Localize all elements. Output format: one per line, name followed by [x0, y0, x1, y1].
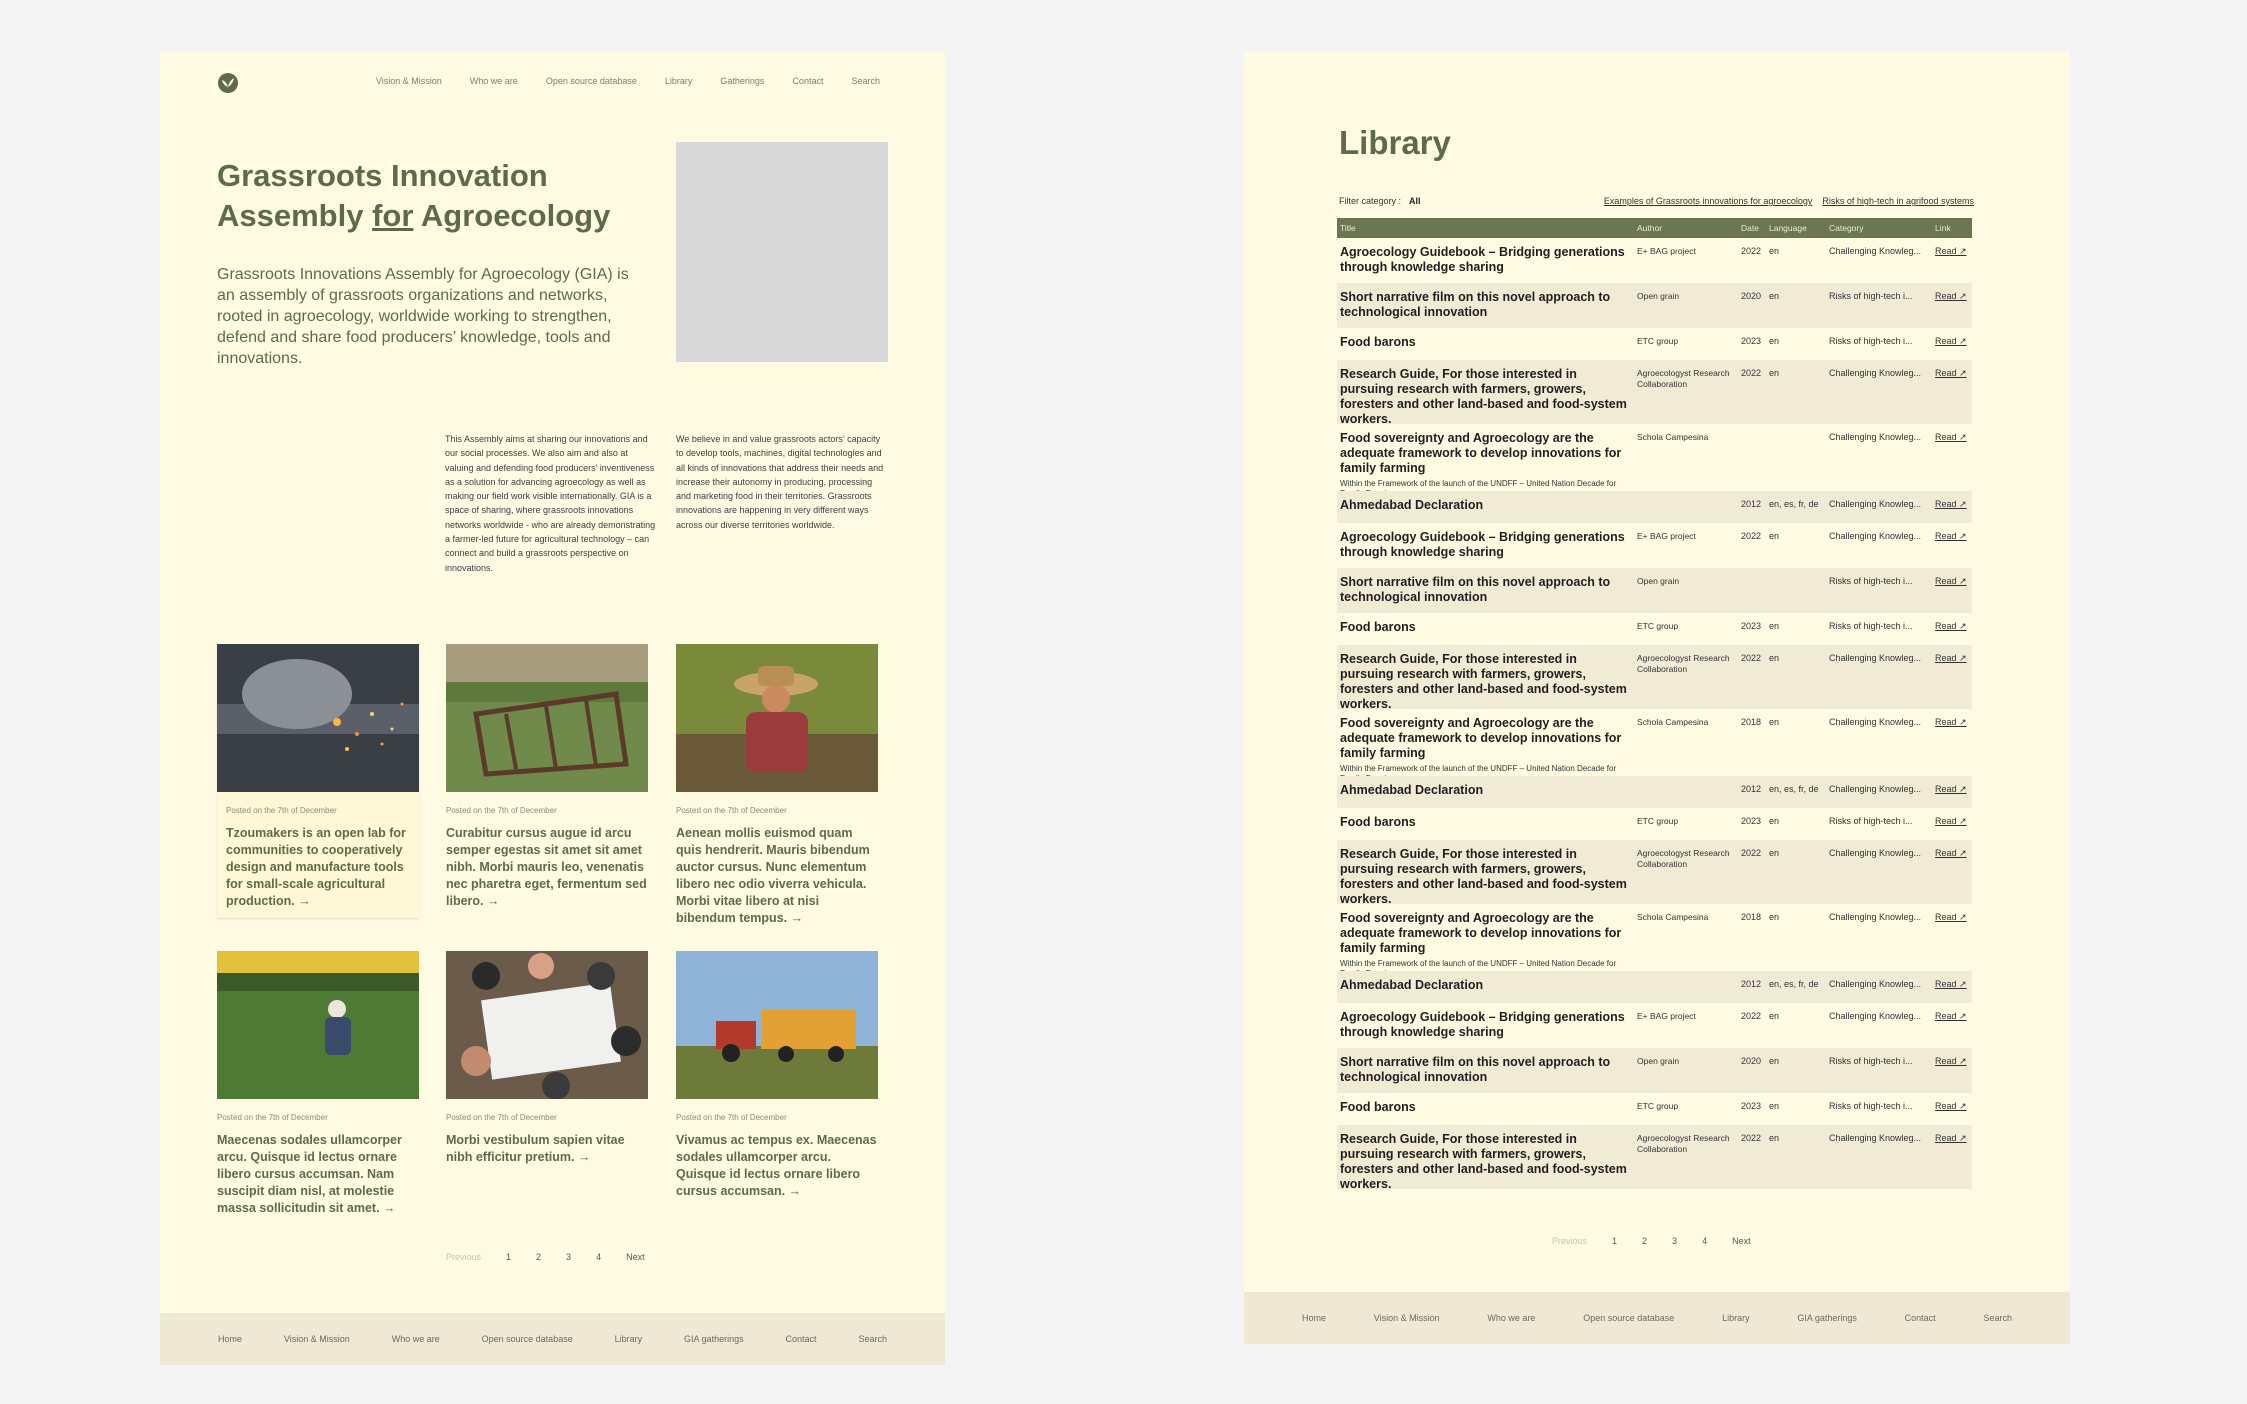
row-title: Research Guide, For those interested in pursuing research with farmers, growers, foresters and other land-based and food-system workers. — [1340, 1132, 1627, 1191]
row-date: 2022 — [1741, 368, 1762, 378]
row-category: Challenging Knowleg... — [1829, 979, 1922, 989]
post-text[interactable]: Curabitur cursus augue id arcu semper egestas sit amet sit amet nibh. Morbi mauris leo, venenatis nec pharetra eget, fermentum sed libero. → — [446, 826, 647, 908]
table-row — [1337, 238, 1972, 283]
row-date: 2020 — [1741, 291, 1762, 301]
row-category: Risks of high-tech i... — [1829, 336, 1913, 346]
row-title: Agroecology Guidebook – Bridging generations through knowledge sharing — [1340, 1010, 1625, 1039]
row-title: Food barons — [1340, 1100, 1416, 1114]
pager-page-1[interactable]: 1 — [506, 1252, 512, 1262]
row-author: Schola Campesina — [1637, 912, 1709, 922]
row-category: Challenging Knowleg... — [1829, 1011, 1922, 1021]
row-language: en — [1769, 368, 1780, 378]
grinder-sparks-photo — [217, 644, 419, 792]
col-date[interactable]: Date — [1741, 223, 1759, 233]
leaf-logo-icon[interactable] — [217, 72, 239, 94]
row-language: en — [1769, 848, 1780, 858]
row-category: Risks of high-tech i... — [1829, 1101, 1913, 1111]
post-date: Posted on the 7th of December — [676, 1113, 787, 1122]
pager-next[interactable]: Next — [1732, 1236, 1751, 1246]
table-row — [1337, 1003, 1972, 1048]
row-date: 2012 — [1741, 979, 1762, 989]
footer-home[interactable]: Home — [218, 1334, 243, 1344]
row-read-link[interactable]: Read ↗ — [1935, 291, 1967, 301]
group-mapping-photo — [446, 951, 648, 1099]
nav-library[interactable]: Library — [664, 76, 693, 86]
row-author: Agroecologyst Research Collaboration — [1637, 653, 1730, 674]
row-language: en, es, fr, de — [1769, 979, 1819, 989]
row-category: Risks of high-tech i... — [1829, 816, 1913, 826]
about-paragraph-2: We believe in and value grassroots actors’ capacity to develop tools, machines, digital technologies and all kinds of innovations that address their needs and increase their autonomy in producing, processing and marketing food in their territories. Grassroots innovations are happening in very different ways across our diverse territories worldwide. — [676, 434, 884, 530]
nav-database[interactable]: Open source database — [545, 76, 637, 86]
filter-value[interactable]: All — [1409, 196, 1421, 206]
row-read-link[interactable]: Read ↗ — [1935, 979, 1967, 989]
row-author: Open grain — [1637, 576, 1680, 586]
row-language: en — [1769, 1133, 1780, 1143]
row-language: en — [1769, 1056, 1780, 1066]
row-title: Food barons — [1340, 620, 1416, 634]
row-date: 2023 — [1741, 1101, 1762, 1111]
row-read-link[interactable]: Read ↗ — [1935, 576, 1967, 586]
row-read-link[interactable]: Read ↗ — [1935, 499, 1967, 509]
footer-contact[interactable]: Contact — [785, 1334, 817, 1344]
row-author: Schola Campesina — [1637, 432, 1709, 442]
table-row — [1337, 424, 1972, 491]
pager-next[interactable]: Next — [626, 1252, 645, 1262]
row-title: Food barons — [1340, 335, 1416, 349]
row-category: Challenging Knowleg... — [1829, 368, 1922, 378]
table-row — [1337, 1125, 1972, 1189]
title-part1: Grassroots Innovation Assembly — [217, 158, 548, 233]
table-row — [1337, 613, 1972, 645]
row-language: en — [1769, 653, 1780, 663]
col-link[interactable]: Link — [1935, 223, 1951, 233]
row-author: Open grain — [1637, 1056, 1680, 1066]
library-page — [1244, 52, 2070, 1344]
row-read-link[interactable]: Read ↗ — [1935, 1056, 1967, 1066]
row-date: 2022 — [1741, 1011, 1762, 1021]
row-category: Challenging Knowleg... — [1829, 784, 1922, 794]
table-row — [1337, 328, 1972, 360]
row-language: en — [1769, 717, 1780, 727]
post-card[interactable] — [217, 951, 419, 1217]
post-date: Posted on the 7th of December — [676, 806, 787, 815]
row-category: Risks of high-tech i... — [1829, 1056, 1913, 1066]
footer-home[interactable]: Home — [1302, 1313, 1327, 1323]
row-read-link[interactable]: Read ↗ — [1935, 432, 1967, 442]
pager-previous[interactable]: Previous — [1552, 1236, 1588, 1246]
table-row — [1337, 360, 1972, 424]
table-row — [1337, 283, 1972, 328]
post-card[interactable] — [446, 951, 648, 1166]
row-title: Food sovereignty and Agroecology are the adequate framework to develop innovations for family farming — [1340, 431, 1622, 475]
table-row — [1337, 904, 1972, 971]
post-date: Posted on the 7th of December — [226, 806, 337, 815]
row-title: Short narrative film on this novel approach to technological innovation — [1340, 1055, 1611, 1084]
post-date: Posted on the 7th of December — [446, 806, 557, 815]
row-category: Challenging Knowleg... — [1829, 246, 1922, 256]
title-for: for — [372, 198, 414, 233]
row-language: en — [1769, 291, 1780, 301]
row-subtitle: Within the Framework of the launch of the UNDFF – United Nation Decade for — [1340, 479, 1617, 488]
row-author: E+ BAG project — [1637, 246, 1696, 256]
post-date: Posted on the 7th of December — [446, 1113, 557, 1122]
row-title: Food barons — [1340, 815, 1416, 829]
row-date: 2012 — [1741, 499, 1762, 509]
row-read-link[interactable]: Read ↗ — [1935, 336, 1967, 346]
footer-vision[interactable]: Vision & Mission — [283, 1334, 350, 1344]
footer-library[interactable]: Library — [1722, 1313, 1750, 1323]
top-nav — [376, 76, 880, 86]
footer-library[interactable]: Library — [614, 1334, 643, 1344]
row-language: en — [1769, 621, 1780, 631]
row-author: E+ BAG project — [1637, 1011, 1696, 1021]
row-title: Agroecology Guidebook – Bridging generations through knowledge sharing — [1340, 530, 1625, 559]
footer-who[interactable]: Who we are — [1487, 1313, 1536, 1323]
row-title: Short narrative film on this novel approach to technological innovation — [1340, 575, 1611, 604]
row-language: en — [1769, 531, 1780, 541]
row-date: 2020 — [1741, 1056, 1762, 1066]
row-subtitle: Within the Framework of the launch of the UNDFF – United Nation Decade for — [1340, 959, 1617, 968]
row-read-link[interactable]: Read ↗ — [1935, 1133, 1967, 1143]
row-category: Challenging Knowleg... — [1829, 1133, 1922, 1143]
intro-text: Grassroots Innovations Assembly for Agroecology (GIA) is an assembly of grassroots organizations and networks, rooted in agroecology, worldwide working to strengthen, defend and share food producers’ knowledge, tools and innovations. — [217, 266, 629, 367]
col-language[interactable]: Language — [1769, 223, 1807, 233]
row-language: en, es, fr, de — [1769, 784, 1819, 794]
table-row — [1337, 808, 1972, 840]
row-date: 2022 — [1741, 653, 1762, 663]
col-author[interactable]: Author — [1637, 223, 1663, 233]
row-author: Agroecologyst Research Collaboration — [1637, 368, 1730, 389]
row-author: ETC group — [1637, 621, 1679, 631]
about-paragraph-1: This Assembly aims at sharing our innovations and our social processes. We also aim and also at valuing and defending food producers’ inventiveness as a solution for advancing agroecology as well as making our field work visible internationally. GIA is a space of sharing, where grassroots innovations networks worldwide - who are already demonstrating a farmer-led future for agricultural technology – can connect and build a grassroots perspective on innovations. — [445, 434, 656, 573]
farmer-hat-photo — [676, 644, 878, 792]
row-read-link[interactable]: Read ↗ — [1935, 816, 1967, 826]
row-category: Challenging Knowleg... — [1829, 499, 1922, 509]
nav-gatherings[interactable]: Gatherings — [720, 76, 765, 86]
footer-gatherings[interactable]: GIA gatherings — [684, 1334, 744, 1344]
library-table — [1337, 218, 1972, 1189]
row-read-link[interactable]: Read ↗ — [1935, 784, 1967, 794]
row-title: Short narrative film on this novel approach to technological innovation — [1340, 290, 1611, 319]
row-author: ETC group — [1637, 816, 1679, 826]
row-title: Food sovereignty and Agroecology are the adequate framework to develop innovations for family farming — [1340, 911, 1622, 955]
row-title: Food sovereignty and Agroecology are the adequate framework to develop innovations for family farming — [1340, 716, 1622, 760]
row-date: 2012 — [1741, 784, 1762, 794]
row-date: 2023 — [1741, 336, 1762, 346]
filter-link-risks[interactable]: Risks of high-tech in agrifood systems — [1822, 196, 1974, 206]
row-read-link[interactable]: Read ↗ — [1935, 912, 1967, 922]
library-footer-nav — [1244, 1292, 2070, 1344]
col-title[interactable]: Title — [1340, 223, 1356, 233]
footer-database[interactable]: Open source database — [1583, 1313, 1675, 1323]
row-title: Agroecology Guidebook – Bridging generations through knowledge sharing — [1340, 245, 1625, 274]
post-card[interactable] — [217, 644, 419, 918]
row-subtitle: Within the Framework of the launch of the UNDFF – United Nation Decade for — [1340, 764, 1617, 773]
footer-database[interactable]: Open source database — [481, 1334, 573, 1344]
pager-page-4[interactable]: 4 — [1702, 1236, 1708, 1246]
row-language: en — [1769, 1011, 1780, 1021]
post-text[interactable]: Morbi vestibulum sapien vitae nibh efficitur pretium. → — [446, 1133, 625, 1164]
filter-link-grassroots[interactable]: Examples of Grassroots innovations for agroecology — [1603, 196, 1813, 206]
footer-contact[interactable]: Contact — [1904, 1313, 1936, 1323]
pager-page-3[interactable]: 3 — [566, 1252, 572, 1262]
post-text[interactable]: Aenean mollis euismod quam quis hendrerit. Mauris bibendum auctor cursus. Nunc elementum libero nec odio viverra vehicula. Morbi vitae libero at nisi bibendum tempus. → — [676, 826, 870, 925]
row-date: 2022 — [1741, 531, 1762, 541]
post-text[interactable]: Tzoumakers is an open lab for communities to cooperatively design and manufacture tools for small-scale agricultural production. → — [226, 826, 406, 908]
nav-vision[interactable]: Vision & Mission — [375, 76, 442, 86]
post-card[interactable] — [676, 644, 878, 927]
pager-page-2[interactable]: 2 — [1642, 1236, 1648, 1246]
filter-label: Filter category : — [1339, 196, 1402, 206]
footer-search[interactable]: Search — [858, 1334, 887, 1344]
nav-contact[interactable]: Contact — [792, 76, 824, 86]
row-category: Challenging Knowleg... — [1829, 848, 1922, 858]
field-worker-photo — [217, 951, 419, 1099]
title-part2: Agroecology — [413, 198, 611, 233]
row-author: ETC group — [1637, 1101, 1679, 1111]
post-date: Posted on the 7th of December — [217, 1113, 328, 1122]
table-row — [1337, 971, 1972, 1003]
row-title: Ahmedabad Declaration — [1340, 978, 1484, 992]
row-read-link[interactable]: Read ↗ — [1935, 368, 1967, 378]
table-row — [1337, 645, 1972, 709]
nav-who[interactable]: Who we are — [469, 76, 518, 86]
post-card[interactable] — [676, 951, 878, 1200]
row-read-link[interactable]: Read ↗ — [1935, 848, 1967, 858]
library-title: Library — [1339, 124, 1451, 161]
row-read-link[interactable]: Read ↗ — [1935, 653, 1967, 663]
row-language: en — [1769, 1101, 1780, 1111]
pager-page-4[interactable]: 4 — [596, 1252, 602, 1262]
row-date: 2022 — [1741, 1133, 1762, 1143]
filter-links — [1604, 196, 1974, 206]
row-date: 2023 — [1741, 621, 1762, 631]
row-read-link[interactable]: Read ↗ — [1935, 621, 1967, 631]
table-row — [1337, 568, 1972, 613]
nav-search[interactable]: Search — [851, 76, 880, 86]
row-language: en — [1769, 912, 1780, 922]
footer-vision[interactable]: Vision & Mission — [1373, 1313, 1440, 1323]
row-author: E+ BAG project — [1637, 531, 1696, 541]
table-row — [1337, 1048, 1972, 1093]
row-date: 2018 — [1741, 912, 1762, 922]
row-category: Challenging Knowleg... — [1829, 531, 1922, 541]
tractor-trailer-photo — [676, 951, 878, 1099]
row-language: en — [1769, 816, 1780, 826]
filter-category[interactable] — [1339, 196, 1421, 206]
row-category: Risks of high-tech i... — [1829, 576, 1913, 586]
post-text[interactable]: Maecenas sodales ullamcorper arcu. Quisque id lectus ornare libero cursus accumsan. Nam suscipit diam nisl, at molestie massa sollicitudin sit amet. → — [217, 1133, 402, 1215]
table-row — [1337, 709, 1972, 776]
table-row — [1337, 840, 1972, 904]
hero-image-placeholder — [676, 142, 888, 362]
row-category: Risks of high-tech i... — [1829, 621, 1913, 631]
table-row — [1337, 523, 1972, 568]
library-pagination — [1552, 1236, 1751, 1246]
harrow-field-photo — [446, 644, 648, 792]
pager-previous[interactable]: Previous — [446, 1252, 482, 1262]
row-title: Ahmedabad Declaration — [1340, 498, 1484, 512]
row-read-link[interactable]: Read ↗ — [1935, 717, 1967, 727]
table-row — [1337, 1093, 1972, 1125]
row-category: Challenging Knowleg... — [1829, 653, 1922, 663]
row-date: 2023 — [1741, 816, 1762, 826]
row-author: Schola Campesina — [1637, 717, 1709, 727]
row-category: Challenging Knowleg... — [1829, 717, 1922, 727]
col-category[interactable]: Category — [1829, 223, 1864, 233]
table-row — [1337, 491, 1972, 523]
pagination — [446, 1252, 645, 1262]
post-text[interactable]: Vivamus ac tempus ex. Maecenas sodales ullamcorper arcu. Quisque id lectus ornare libero cursus accumsan. → — [676, 1133, 877, 1198]
pager-page-1[interactable]: 1 — [1612, 1236, 1618, 1246]
pager-page-2[interactable]: 2 — [536, 1252, 542, 1262]
table-body — [1337, 238, 1972, 1189]
footer-search[interactable]: Search — [1983, 1313, 2012, 1323]
row-category: Risks of high-tech i... — [1829, 291, 1913, 301]
row-read-link[interactable]: Read ↗ — [1935, 1101, 1967, 1111]
footer-nav — [160, 1313, 945, 1365]
row-date: 2022 — [1741, 848, 1762, 858]
row-read-link[interactable]: Read ↗ — [1935, 246, 1967, 256]
home-page — [160, 52, 945, 1365]
row-author: Agroecologyst Research Collaboration — [1637, 1133, 1730, 1154]
row-read-link[interactable]: Read ↗ — [1935, 1011, 1967, 1021]
footer-who[interactable]: Who we are — [391, 1334, 440, 1344]
row-title: Research Guide, For those interested in pursuing research with farmers, growers, foresters and other land-based and food-system workers. — [1340, 367, 1627, 426]
page-title — [217, 156, 637, 236]
row-title: Research Guide, For those interested in pursuing research with farmers, growers, foresters and other land-based and food-system workers. — [1340, 847, 1627, 906]
row-language: en — [1769, 246, 1780, 256]
row-author: Agroecologyst Research Collaboration — [1637, 848, 1730, 869]
footer-gatherings[interactable]: GIA gatherings — [1797, 1313, 1857, 1323]
row-title: Ahmedabad Declaration — [1340, 783, 1484, 797]
row-category: Challenging Knowleg... — [1829, 912, 1922, 922]
row-category: Challenging Knowleg... — [1829, 432, 1922, 442]
table-header — [1337, 218, 1972, 238]
row-language: en — [1769, 336, 1780, 346]
row-date: 2018 — [1741, 717, 1762, 727]
row-author: Open grain — [1637, 291, 1680, 301]
row-title: Research Guide, For those interested in pursuing research with farmers, growers, foresters and other land-based and food-system workers. — [1340, 652, 1627, 711]
table-row — [1337, 776, 1972, 808]
row-date: 2022 — [1741, 246, 1762, 256]
row-read-link[interactable]: Read ↗ — [1935, 531, 1967, 541]
pager-page-3[interactable]: 3 — [1672, 1236, 1678, 1246]
row-author: ETC group — [1637, 336, 1679, 346]
post-card[interactable] — [446, 644, 648, 910]
row-language: en, es, fr, de — [1769, 499, 1819, 509]
